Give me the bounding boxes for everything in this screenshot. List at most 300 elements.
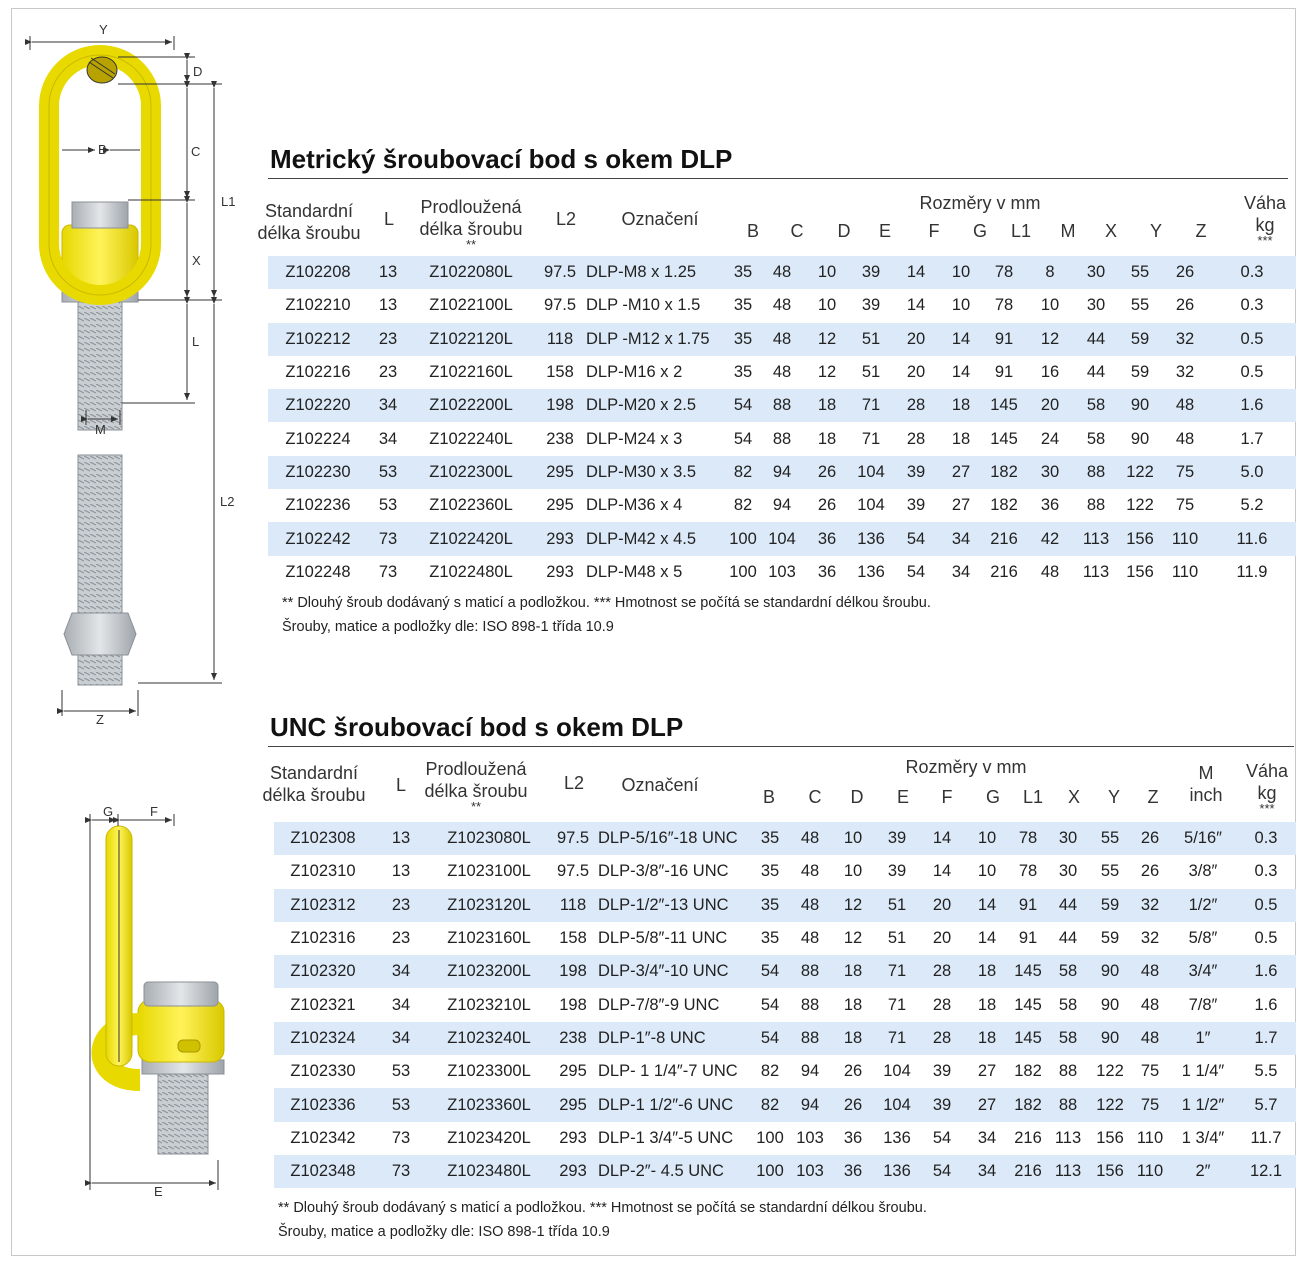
table-cell: 48 [1175,429,1195,448]
table-cell: 28 [920,955,964,988]
table-cell: 55 [1090,822,1130,855]
table-cell: Z1023480L [430,1155,548,1188]
table-cell: 54 [906,562,926,581]
unc-header-y: Y [1107,787,1120,807]
table-cell: 100 [726,522,760,555]
table-cell: Z102210 [285,296,351,315]
table-cell: Z102236 [285,496,351,515]
table-cell: 88 [788,955,832,988]
table-cell: DLP-3/4″-10 UNC [598,955,752,988]
table-cell: 48 [1040,562,1060,581]
table-cell: Z102216 [285,363,351,382]
table-cell: 90 [1100,995,1120,1014]
table-cell: 54 [752,955,788,988]
table-cell: 12 [832,889,874,922]
metric-header-c: C [790,221,804,241]
unc-title-rule [268,746,1294,747]
unc-header-d: D [850,787,864,807]
table-cell: Z1023160L [447,929,531,948]
table-cell: 5.0 [1208,456,1296,489]
table-cell: 198 [559,995,587,1014]
table-cell: DLP- 1 1/4″-7 UNC [598,1062,738,1081]
table-cell: 3/4″ [1170,955,1236,988]
table-cell: 34 [378,429,398,448]
dim-f: F [150,804,158,819]
unc-header-e: E [896,787,909,807]
table-cell: 12 [1026,323,1074,356]
table-cell: 36 [1040,496,1060,515]
table-cell: 14 [892,256,940,289]
bolt-thread-end [78,655,122,685]
table-cell: 18 [832,1022,874,1055]
table-cell: 34 [391,995,411,1014]
table-cell: 28 [932,995,952,1014]
table-cell: 14 [940,323,982,356]
table-cell: DLP -M10 x 1.5 [586,296,701,315]
table-cell: 51 [887,929,907,948]
table-cell: DLP-M16 x 2 [586,363,683,382]
table-cell: 1.6 [1236,955,1296,988]
table-cell: 2″ [1170,1155,1236,1188]
table-cell: Z1023240L [430,1022,548,1055]
table-cell: 3/8″ [1188,862,1218,881]
table-cell: Z1023200L [430,955,548,988]
table-cell: 35 [760,862,780,881]
table-cell: 198 [548,955,598,988]
table-row [274,1022,1296,1055]
table-cell: Z102224 [285,429,351,448]
table-cell: 34 [940,522,982,555]
table-cell: Z1023420L [447,1128,531,1147]
table-cell: 26 [1140,862,1160,881]
table-cell: 58 [1058,995,1078,1014]
table-cell: 293 [534,522,586,555]
table-cell: 182 [1014,1062,1042,1081]
table-cell: 55 [1100,862,1120,881]
table-cell: 28 [906,429,926,448]
table-cell: 97.5 [556,862,590,881]
bolt-thread-lower [78,455,122,613]
table-cell: DLP-7/8″-9 UNC [598,995,720,1014]
table-cell: 35 [726,323,760,356]
table-row [268,422,1296,455]
table-cell: 26 [832,1088,874,1121]
table-cell: 78 [1018,862,1038,881]
table-cell: 88 [800,995,820,1014]
table-cell: 34 [368,389,408,422]
table-cell: 54 [760,995,780,1014]
table-cell: 0.5 [1254,929,1278,948]
unc-header-z: Z [1147,787,1159,807]
dim-z: Z [96,712,104,727]
unc-header-weight: Váha kg *** [1245,761,1289,816]
table-cell: 91 [994,363,1014,382]
table-cell: 27 [951,496,971,515]
table-cell: Z1022160L [429,363,513,382]
table-cell: 34 [951,562,971,581]
table-cell: 39 [932,1062,952,1081]
table-cell: Z102330 [290,1062,356,1081]
table-cell: 100 [756,1128,784,1147]
table-cell: 90 [1090,1022,1130,1055]
table-cell: 91 [982,323,1026,356]
table-cell: 71 [874,1022,920,1055]
table-cell: 91 [1010,889,1046,922]
table-cell: 1″ [1170,1022,1236,1055]
table-cell: 5.2 [1240,496,1264,515]
table-cell: DLP-M42 x 4.5 [586,522,726,555]
table-cell: 42 [1026,522,1074,555]
table-cell: Z1022200L [408,389,534,422]
table-cell: 32 [1175,363,1195,382]
table-cell: 110 [1162,522,1208,555]
table-cell: 113 [1074,522,1118,555]
table-cell: 54 [920,1155,964,1188]
bolt-head [72,202,128,228]
table-cell: 14 [964,889,1010,922]
table-cell: 26 [843,1062,863,1081]
table-cell: 48 [788,822,832,855]
table-cell: 182 [990,496,1018,515]
metric-header-g: G [972,221,987,241]
table-cell: 118 [534,323,586,356]
metric-note-1: ** Dlouhý šroub dodávaný s maticí a podložkou. *** Hmotnost se počítá se standardní délkou šroubu. [282,595,931,611]
table-cell: 13 [368,256,408,289]
table-cell: 122 [1096,1062,1124,1081]
table-cell: 36 [817,562,837,581]
table-cell: 44 [1058,929,1078,948]
table-cell: 295 [559,1062,587,1081]
table-cell: 97.5 [543,296,577,315]
table-cell: 13 [372,822,430,855]
table-cell: 94 [772,496,792,515]
table-row [274,822,1296,855]
table-cell: 88 [788,1022,832,1055]
table-cell: 104 [850,456,892,489]
table-cell: 12 [843,929,863,948]
table-cell: 90 [1130,429,1150,448]
table-cell: 295 [548,1088,598,1121]
dim-b: B [98,142,107,157]
table-cell: 35 [752,889,788,922]
table-cell: 88 [1046,1088,1090,1121]
table-cell: 104 [883,1062,911,1081]
table-cell: 198 [534,389,586,422]
dim-m: M [95,422,106,437]
table-cell: 90 [1090,955,1130,988]
dim-e: E [154,1184,163,1199]
table-cell: 53 [368,456,408,489]
table-cell: 103 [788,1155,832,1188]
table-cell: 88 [1074,456,1118,489]
table-cell: 156 [1118,522,1162,555]
table-cell: 35 [733,296,753,315]
table-cell: 100 [729,562,757,581]
table-cell: 39 [906,496,926,515]
table-cell: 5.7 [1236,1088,1296,1121]
table-cell: 35 [726,256,760,289]
table-row [274,1055,1296,1088]
table-cell: DLP-1/2″-13 UNC [598,889,752,922]
metric-header-dims-group: Rozměry v mm [919,193,1041,213]
table-cell: 28 [920,1022,964,1055]
table-cell: Z1022080L [408,256,534,289]
unc-header-c: C [808,787,822,807]
table-cell: 110 [1130,1155,1170,1188]
table-cell: 145 [1010,955,1046,988]
table-cell: 55 [1118,256,1162,289]
table-cell: 20 [892,323,940,356]
table-cell: 18 [940,389,982,422]
table-cell: 18 [964,955,1010,988]
table-cell: 34 [372,955,430,988]
table-cell: 75 [1175,496,1195,515]
table-cell: 18 [977,995,997,1014]
unc-header-b: B [762,787,775,807]
table-cell: 18 [951,429,971,448]
table-cell: 156 [1090,1155,1130,1188]
table-cell: 14 [977,929,997,948]
table-cell: Z1022120L [408,323,534,356]
table-cell: 55 [1130,296,1150,315]
table-cell: 32 [1140,929,1160,948]
table-cell: 0.5 [1240,363,1264,382]
table-cell: Z1022240L [429,429,513,448]
table-row [274,955,1296,988]
side-swivel-body [138,1000,224,1062]
table-cell: 5/8″ [1188,929,1218,948]
table-cell: 26 [1130,822,1170,855]
table-cell: 48 [1162,389,1208,422]
table-cell: 97.5 [548,822,598,855]
table-cell: 48 [760,323,804,356]
unc-header-extended: Prodloužená délka šroubu ** [424,759,528,814]
table-cell: DLP-1″-8 UNC [598,1022,752,1055]
table-cell: 36 [843,1128,863,1147]
table-cell: 5.5 [1254,1062,1278,1081]
table-cell: 238 [548,1022,598,1055]
table-cell: 32 [1130,889,1170,922]
table-cell: 48 [788,889,832,922]
table-cell: Z102342 [290,1128,356,1147]
table-cell: 156 [1126,562,1154,581]
table-cell: 44 [1086,363,1106,382]
table-cell: 94 [800,1062,820,1081]
table-cell: 113 [1054,1128,1082,1147]
metric-header-e: E [878,221,891,241]
table-cell: 51 [861,363,881,382]
table-row [274,1088,1296,1121]
hex-nut [64,613,136,655]
table-cell: DLP -M12 x 1.75 [586,323,726,356]
side-view-drawing [102,826,224,1154]
unc-header-l1: L1 [1022,787,1044,807]
table-cell: Z102248 [285,562,351,581]
table-row [268,289,1296,322]
table-cell: Z1023100L [447,862,531,881]
table-cell: 20 [1026,389,1074,422]
table-cell: 39 [920,1088,964,1121]
metric-table-body [268,256,1296,589]
table-cell: 58 [1046,1022,1090,1055]
table-cell: 35 [760,929,780,948]
table-cell: 1 3/4″ [1181,1128,1225,1147]
table-row [274,1122,1296,1155]
table-cell: 293 [546,562,574,581]
metric-header-l: L [383,209,394,229]
table-cell: 118 [548,889,598,922]
table-cell: 103 [796,1128,824,1147]
table-cell: 48 [772,363,792,382]
table-cell: 73 [391,1128,411,1147]
unc-header-dims-group: Rozměry v mm [905,757,1027,777]
table-cell: DLP-M20 x 2.5 [586,389,726,422]
table-cell: 14 [920,822,964,855]
table-cell: 23 [378,363,398,382]
metric-header-designation: Označení [621,209,699,229]
table-cell: 10 [977,862,997,881]
unc-header-l2: L2 [563,773,585,793]
table-cell: 0.5 [1208,323,1296,356]
table-cell: 27 [964,1088,1010,1121]
table-cell: Z102348 [274,1155,372,1188]
table-cell: 295 [546,496,574,515]
table-row [268,389,1296,422]
table-cell: Z102310 [290,862,356,881]
table-cell: Z1023210L [447,995,531,1014]
table-cell: Z1022360L [429,496,513,515]
table-cell: 182 [1010,1088,1046,1121]
table-cell: 53 [378,496,398,515]
table-cell: 82 [726,456,760,489]
table-cell: 59 [1118,323,1162,356]
table-cell: 78 [1010,822,1046,855]
table-cell: 48 [1130,955,1170,988]
table-cell: 39 [887,862,907,881]
table-cell: 182 [982,456,1026,489]
table-cell: 35 [752,822,788,855]
table-cell: 94 [760,456,804,489]
table-row [268,256,1296,289]
unc-header-designation: Označení [621,775,699,795]
table-cell: 136 [874,1155,920,1188]
table-cell: Z1023360L [430,1088,548,1121]
unc-header-x: X [1067,787,1080,807]
table-cell: 23 [372,889,430,922]
table-cell: 54 [932,1128,952,1147]
table-cell: 82 [733,496,753,515]
table-cell: 1.6 [1208,389,1296,422]
table-cell: 27 [940,456,982,489]
table-cell: 104 [857,496,885,515]
table-cell: 136 [883,1128,911,1147]
dim-g: G [103,804,114,819]
unc-header-f: F [941,787,953,807]
table-cell: 71 [850,389,892,422]
table-cell: DLP-5/16″-18 UNC [598,822,752,855]
table-cell: 0.3 [1240,296,1264,315]
metric-header-z: Z [1195,221,1207,241]
table-cell: 51 [850,323,892,356]
unc-note-2: Šrouby, matice a podložky dle: ISO 898-1 třída 10.9 [278,1224,610,1240]
table-cell: Z102320 [274,955,372,988]
table-cell: DLP-1 3/4″-5 UNC [598,1128,734,1147]
table-cell: 13 [391,862,411,881]
table-cell: 24 [1040,429,1060,448]
table-cell: 113 [1046,1155,1090,1188]
table-cell: 10 [832,822,874,855]
dim-c: C [191,144,201,159]
table-cell: 58 [1074,389,1118,422]
table-cell: 36 [804,522,850,555]
table-row [268,456,1296,489]
table-cell: 59 [1100,929,1120,948]
table-cell: 1 1/2″ [1170,1088,1236,1121]
table-cell: DLP-1 1/2″-6 UNC [598,1088,752,1121]
table-cell: 23 [368,323,408,356]
table-cell: 216 [982,522,1026,555]
metric-title-rule [268,178,1288,179]
table-cell: 39 [861,296,881,315]
table-row [268,556,1296,589]
table-cell: 12 [817,363,837,382]
table-cell: 1/2″ [1170,889,1236,922]
ring-cross-section [87,57,117,83]
table-cell: Z102308 [274,822,372,855]
table-cell: 1.7 [1236,1022,1296,1055]
table-cell: 23 [391,929,411,948]
table-cell: 32 [1162,323,1208,356]
table-cell: 20 [932,929,952,948]
table-cell: 104 [874,1088,920,1121]
dim-l1: L1 [221,194,236,209]
table-row [268,489,1296,522]
table-cell: 0.3 [1236,822,1296,855]
metric-header-b: B [746,221,759,241]
table-cell: 11.9 [1236,562,1268,581]
table-cell: 30 [1086,296,1106,315]
table-cell: 34 [372,1022,430,1055]
table-row [274,922,1296,955]
table-row [274,988,1296,1021]
table-cell: 10 [843,862,863,881]
table-cell: 113 [1082,562,1110,581]
table-cell: 100 [752,1155,788,1188]
table-cell: 82 [752,1088,788,1121]
table-cell: 58 [1046,955,1090,988]
table-cell: DLP-M24 x 3 [586,429,683,448]
table-cell: Z102208 [268,256,368,289]
table-cell: 28 [892,389,940,422]
table-cell: 39 [850,256,892,289]
table-cell: 14 [951,363,971,382]
table-cell: 30 [1026,456,1074,489]
table-cell: 158 [546,363,574,382]
side-bolt-thread [158,1072,208,1154]
table-cell: 110 [1136,1128,1164,1147]
table-cell: 16 [1040,363,1060,382]
table-cell: 0.5 [1236,889,1296,922]
table-cell: 10 [940,256,982,289]
table-cell: 44 [1046,889,1090,922]
table-cell: Z1023080L [430,822,548,855]
table-cell: 145 [990,429,1018,448]
table-cell: Z102312 [274,889,372,922]
table-cell: 18 [804,389,850,422]
table-cell: 110 [1171,562,1199,581]
table-cell: 36 [832,1155,874,1188]
metric-header-f: F [928,221,940,241]
